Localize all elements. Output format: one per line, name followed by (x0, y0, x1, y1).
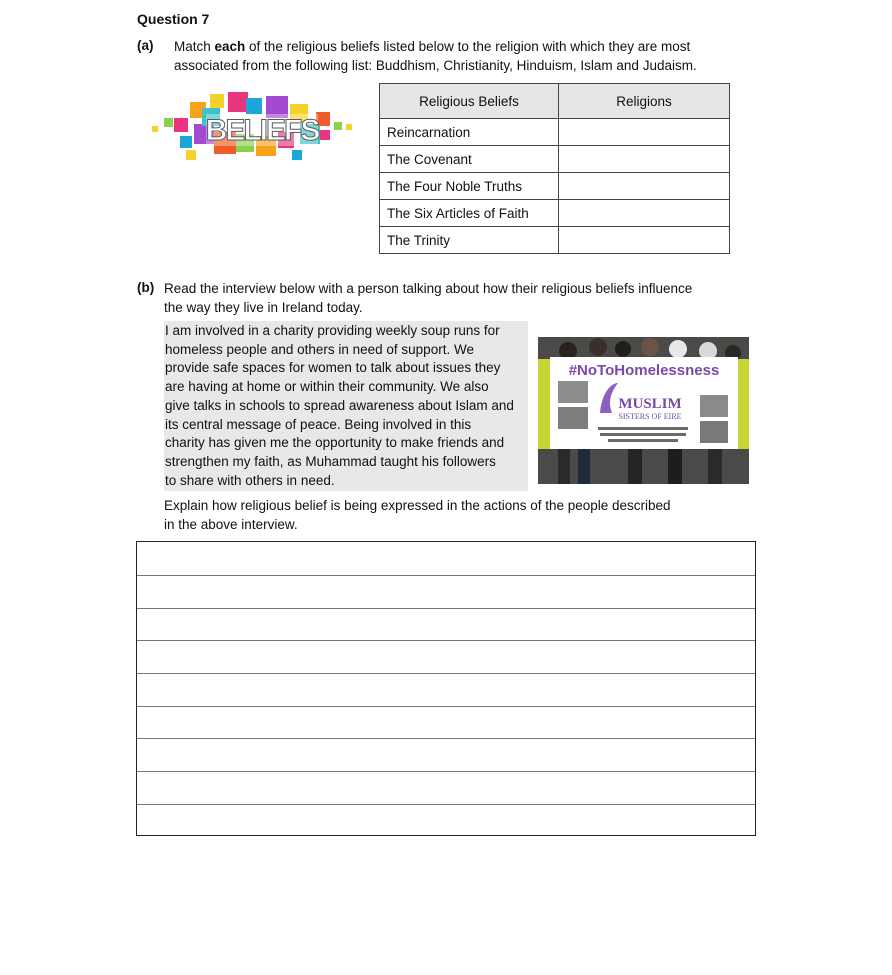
belief-cell: The Four Noble Truths (380, 173, 559, 200)
answer-line (137, 608, 755, 609)
header-religions: Religions (559, 84, 730, 119)
part-b-prompt-line2: in the above interview. (164, 517, 298, 532)
religion-answer-cell[interactable] (559, 146, 730, 173)
instruction-text: of the religious beliefs listed below to the religion with which they are most (245, 39, 691, 54)
answer-line (137, 640, 755, 641)
table-row (380, 173, 730, 200)
part-a-label: (a) (137, 38, 154, 53)
interview-line: strengthen my faith, as Muhammad taught his followers (165, 453, 496, 469)
interview-line: I am involved in a charity providing weekly soup runs for (165, 323, 500, 338)
interview-line: homeless people and others in need of support. We (165, 341, 474, 357)
interview-line: to share with others in need. (165, 472, 335, 488)
header-religious-beliefs: Religious Beliefs (380, 84, 559, 119)
answer-line (137, 706, 755, 707)
part-a-instruction-line2: associated from the following list: Buddhism, Christianity, Hinduism, Islam and Judaism. (174, 58, 697, 73)
interview-line: are having at home or within their community. We also (165, 379, 489, 395)
religion-answer-cell[interactable] (559, 227, 730, 254)
interview-quote (164, 321, 528, 491)
table-row (380, 227, 730, 254)
religion-answer-cell[interactable] (559, 200, 730, 227)
instruction-emphasis: each (214, 39, 246, 54)
banner-hashtag: #NoToHomelessness (568, 362, 720, 379)
belief-cell: The Covenant (380, 146, 559, 173)
answer-line (137, 771, 755, 772)
interview-line: give talks in schools to spread awareness about Islam and (165, 397, 514, 413)
religion-answer-cell[interactable] (559, 119, 730, 146)
belief-cell: Reincarnation (380, 119, 559, 146)
table-row (380, 119, 730, 146)
part-a-instruction-line1 (174, 37, 690, 56)
table-row (380, 146, 730, 173)
beliefs-logo (150, 88, 360, 166)
table-row (380, 200, 730, 227)
part-b-prompt-line1: Explain how religious belief is being expressed in the actions of the people described (164, 498, 671, 513)
charity-photo (538, 337, 749, 484)
part-b-intro-line1: Read the interview below with a person talking about how their religious beliefs influence (164, 281, 693, 296)
answer-line (137, 804, 755, 805)
banner-org-sub: SISTERS OF EIRE (618, 412, 682, 421)
interview-line: its central message of peace. Being involved in this (165, 416, 472, 432)
banner-org-name: MUSLIM (618, 396, 682, 412)
part-b-label: (b) (137, 280, 155, 295)
answer-line (137, 673, 755, 674)
question-title: Question 7 (137, 11, 210, 27)
interview-line: provide safe spaces for women to talk about issues they (165, 360, 501, 376)
answer-line (137, 738, 755, 739)
belief-cell: The Trinity (380, 227, 559, 254)
part-b-intro-line2: the way they live in Ireland today. (164, 300, 363, 315)
answer-box[interactable] (136, 541, 756, 836)
belief-cell: The Six Articles of Faith (380, 200, 559, 227)
instruction-text: Match (174, 39, 215, 54)
religion-answer-cell[interactable] (559, 173, 730, 200)
table-header-row (380, 84, 730, 119)
interview-line: charity has given me the opportunity to make friends and (165, 435, 505, 451)
answer-line (137, 575, 755, 576)
logo-text: BELIEFS (205, 114, 319, 147)
beliefs-table (379, 83, 730, 254)
